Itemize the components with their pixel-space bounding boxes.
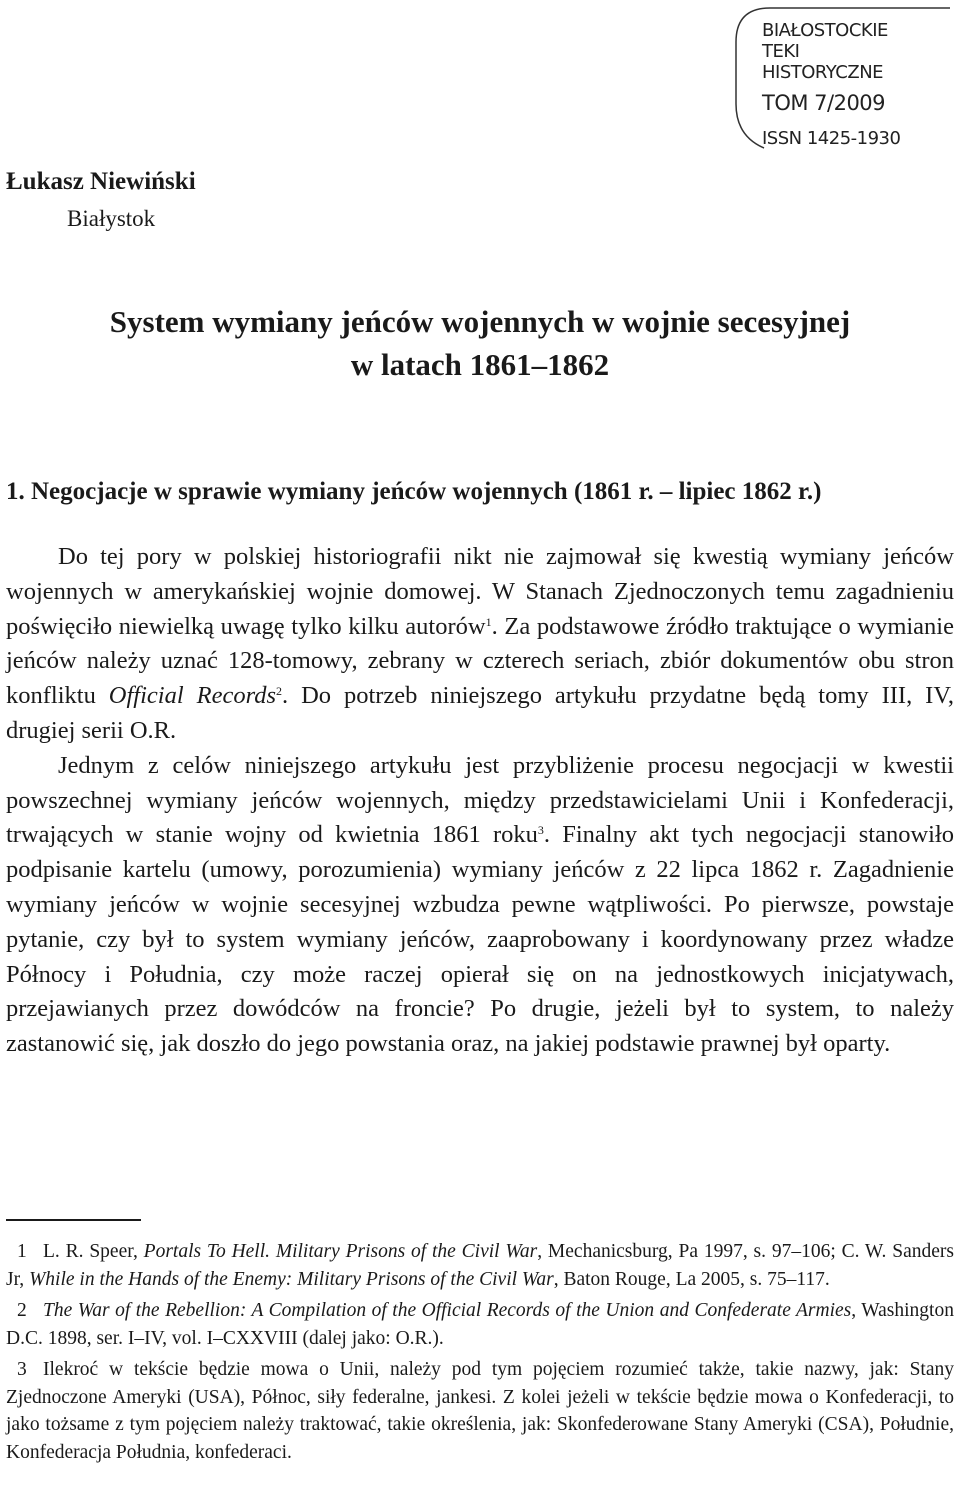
title-line-2: w latach 1861–1862 [350,347,610,382]
footnote-3 [6,1356,954,1466]
footnote-1 [6,1238,954,1293]
journal-issn: ISSN 1425-1930 [762,128,901,149]
journal-name-line1: BIAŁOSTOCKIE [762,20,888,41]
footnote-2-title: The War of the Rebellion: A Compilation of the Official Records of the Union and Confederate Armies [43,1300,852,1321]
footnote-ref-3: 3 [537,823,544,838]
p2-text-b: . Finalny akt tych negocjacji stanowiło podpisanie kartelu (umowy, porozumienia) wymiany jeńców z 22 lipca 1862 r. Zagadnienie wymiany jeńców w wojnie secesyjnej wzbudza pewne wątpliwości. Po pierwsze, powstaje pytanie, czy był to system wymiany jeńców, zaaprobowany i koordynowany przez władze Północy i Południa, czy może raczej opierał się on na jednostkowych inicjatywach, przejawianych przez dowódców na froncie? Po drugie, jeżeli był to system, to należy zastanowić się, jak doszło do jego powstania oraz, na jakiej podstawie prawnej był oparty. [6,821,954,1058]
footnote-1-text-b: , Mechanicsburg, Pa 1997, s. 97–106; C. W. Sanders Jr, [6,1241,954,1290]
footnote-2-text: , Washington D.C. 1898, ser. I–IV, vol. I–CXXVIII (dalej jako: O.R.). [6,1300,954,1349]
footnote-3-text: Ilekroć w tekście będzie mowa o Unii, należy pod tym pojęciem rozumieć także, takie nazwy, jak: Stany Zjednoczone Ameryki (USA), Północ, siły federalne, jankesi. Z kolei jeżeli w tekście będzie mowa o Konfederacji, to jako tożsame z tym pojęciem należy traktować, takie określenia, jak: Skonfederowane Stany Ameryki (CSA), Południe, Konfederacja Południa, konfederaci. [6,1359,954,1463]
title-line-1: System wymiany jeńców wojennych w wojnie secesyjnej [109,304,851,339]
footnotes [6,1238,954,1470]
article-body [6,540,954,1062]
footnote-ref-2: 2 [275,684,282,699]
p1-text-a: Do tej pory w polskiej historiografii nikt nie zajmował się kwestią wymiany jeńców wojennych w amerykańskiej wojnie domowej. W Stanach Zjednoczonych temu zagadnieniu poświęciło niewielką uwagę tylko kilku autorów [6,543,954,640]
footnote-2-number: 2 [17,1300,27,1321]
journal-badge [730,4,956,156]
footnote-1-title-a: Portals To Hell. Military Prisons of the Civil War [143,1241,538,1262]
footnote-separator [6,1219,141,1221]
paragraph-2 [6,749,954,1062]
journal-volume: TOM 7/2009 [762,91,886,115]
paragraph-1 [6,540,954,749]
footnote-1-text-c: , Baton Rouge, La 2005, s. 75–117. [553,1268,830,1290]
footnote-1-number: 1 [17,1241,27,1262]
p1-italic-title: Official Records [108,682,276,710]
journal-name-line3: HISTORYCZNE [762,62,884,83]
journal-name-line2: TEKI [762,41,800,62]
author-affiliation: Białystok [67,206,156,231]
article-title [0,300,960,386]
p2-text-a: Jednym z celów niniejszego artykułu jest przybliżenie procesu negocjacji w kwestii powszechnej wymiany jeńców wojennych, między przedstawicielami Unii i Konfederacji, trwających w stanie wojny od kwietnia 1861 roku [6,751,954,849]
footnote-ref-1: 1 [485,614,492,629]
footnote-2 [6,1297,954,1352]
p1-text-b: . Za podstawowe źródło traktujące o wymianie jeńców należy uznać 128-tomowy, zebrany w czterech seriach, zbiór dokumentów obu stron konfliktu [6,612,954,710]
footnote-1-title-b: While in the Hands of the Enemy: Military Prisons of the Civil War [29,1268,554,1290]
p1-text-c: . Do potrzeb niniejszego artykułu przydatne będą tomy III, IV, drugiej serii O.R. [6,682,954,744]
footnote-3-number: 3 [17,1359,27,1380]
author-name: Łukasz Niewiński [6,168,196,195]
section-heading: 1. Negocjacje w sprawie wymiany jeńców wojennych (1861 r. – lipiec 1862 r.) [6,478,822,505]
footnote-1-text-a: L. R. Speer, [43,1241,144,1262]
